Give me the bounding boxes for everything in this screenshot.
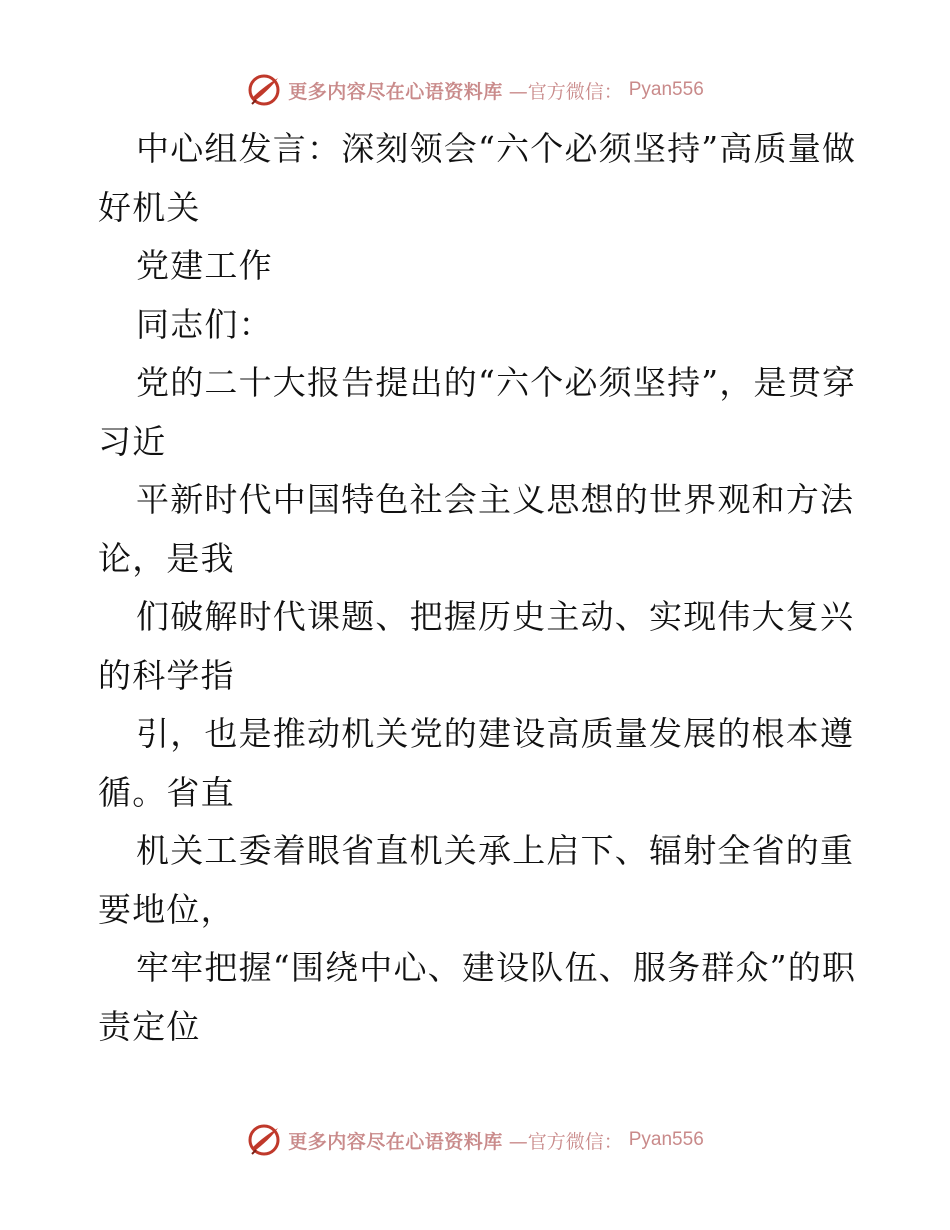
body-paragraph: 机关工委着眼省直机关承上启下、辐射全省的重要地位， (98, 831, 855, 929)
body-paragraph: 引，也是推动机关党的建设高质量发展的根本遵循。省直 (98, 714, 855, 812)
body-paragraph: 们破解时代课题、把握历史主动、实现伟大复兴的科学指 (98, 597, 855, 695)
header-watermark-banner (0, 70, 950, 110)
body-paragraph: 党的二十大报告提出的“六个必须坚持”，是贯穿习近 (98, 363, 857, 461)
document-title-line-1: 中心组发言：深刻领会“六个必须坚持”高质量做好机关 (98, 129, 857, 227)
quill-logo-icon (246, 1122, 282, 1158)
header-banner-separator: —官方微信： (508, 80, 623, 103)
header-banner-text: 更多内容尽在心语资料库 (288, 80, 503, 103)
footer-watermark-banner (0, 1120, 950, 1160)
body-paragraph: 牢牢把握“围绕中心、建设队伍、服务群众”的职责定位 (98, 948, 857, 1046)
header-banner-wechat-id: Pyan556 (628, 79, 704, 100)
footer-banner-text: 更多内容尽在心语资料库 (288, 1130, 503, 1153)
salutation: 同志们： (136, 304, 273, 344)
quill-logo-icon (246, 72, 282, 108)
footer-banner-separator: —官方微信： (508, 1130, 623, 1153)
body-paragraph: 平新时代中国特色社会主义思想的世界观和方法论，是我 (98, 480, 855, 578)
document-body (98, 120, 858, 1056)
document-title-line-2: 党建工作 (136, 246, 273, 285)
footer-banner-wechat-id: Pyan556 (628, 1129, 704, 1150)
